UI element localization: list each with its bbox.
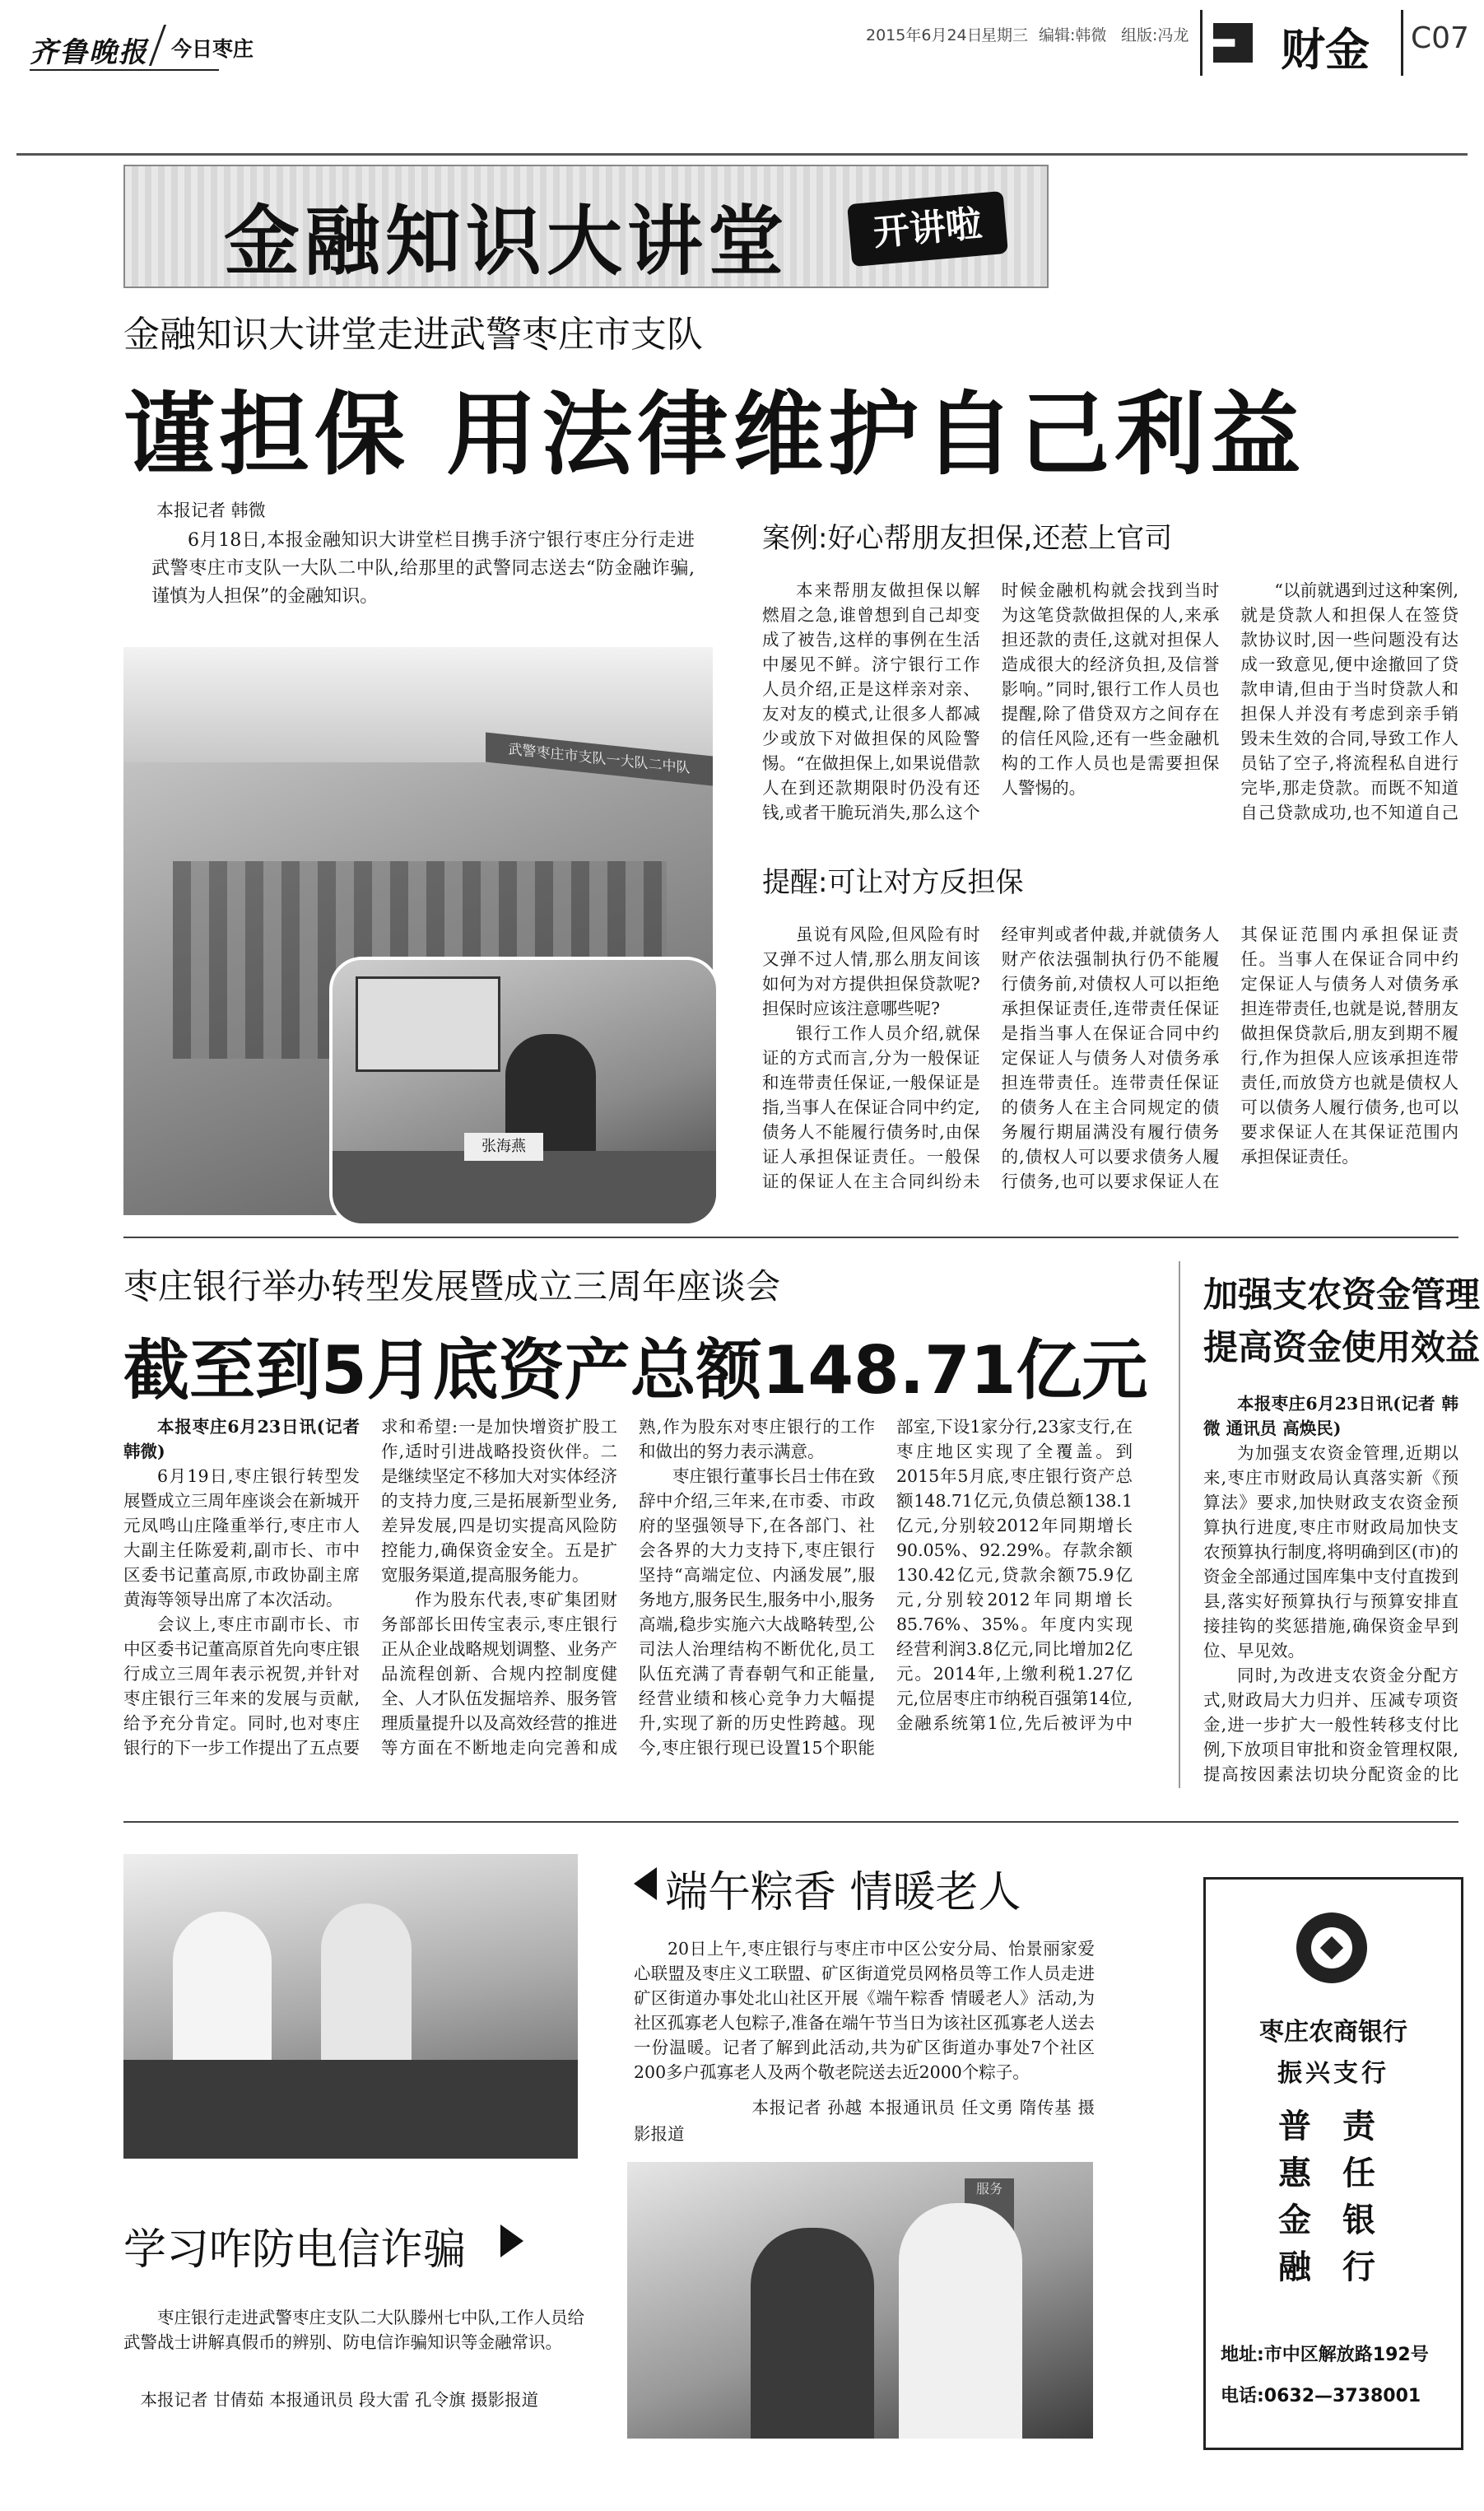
- article4-credit: 本报记者 孙越 本报通讯员 任文勇 隋传基 摄影报道: [634, 2098, 1095, 2144]
- masthead-rule: [16, 153, 1468, 156]
- column-banner: [123, 165, 1049, 288]
- masthead-editor: 编辑:韩微: [1039, 26, 1107, 44]
- photo-ceiling: [123, 647, 713, 762]
- article1-lead-text: 6月18日,本报金融知识大讲堂栏目携手济宁银行枣庄分行走进武警枣庄市支队一大队二中队,给那里的武警同志送去“防金融诈骗,谨慎为人担保”的金融知识。: [151, 530, 695, 607]
- masthead-slash: [149, 25, 166, 66]
- article4-text: 20日上午,枣庄银行与枣庄市中区公安分局、怡景丽家爱心联盟及枣庄义工联盟、矿区街道党员网格员等工作人员走进矿区街道办事处北山社区开展《端午粽香 情暖老人》活动,为社区孤寡老人包粽子,准备在端午节当日为该社区孤寡老人送去一份温暖。记者了解到此活动,共为矿区街道办事处7个社区200多户孤寡老人及两个敬老院送去近2000个粽子。: [634, 1939, 1095, 2082]
- article4-body: [634, 1936, 1095, 2093]
- paper-name: 齐鲁晚报: [30, 36, 148, 69]
- slogan-char: 金: [1278, 2201, 1311, 2239]
- section-title: 财金: [1281, 24, 1370, 76]
- section-divider-2: [1401, 10, 1403, 76]
- photo-wall-banner: 武警枣庄市支队一大队二中队: [486, 732, 713, 785]
- masthead-weekday: 星期三: [981, 26, 1029, 44]
- article1-sub2-body: [762, 922, 1458, 1217]
- banner-title: 金融知识大讲堂: [224, 198, 789, 286]
- ad-address: 地址:市中区解放路192号: [1221, 2345, 1429, 2365]
- inset-desk: [333, 1151, 716, 1225]
- section-rule-2: [123, 1821, 1458, 1823]
- section-rule-1: [123, 1237, 1458, 1238]
- inset-screen: [356, 976, 500, 1072]
- article3-para: 同时,为改进支农资金分配方式,财政局大力归并、压减专项资金,进一步扩大一般性转移支付比例,下放项目审批和资金管理权限,提高按因素法切块分配资金的比: [1203, 1665, 1458, 1783]
- article1-headline: 谨担保 用法律维护自己利益: [123, 382, 1306, 487]
- masthead-layout: 组版:冯龙: [1121, 26, 1189, 44]
- slogan-char: 融: [1278, 2248, 1311, 2286]
- article2-para: 6月19日,枣庄银行转型发展暨成立三周年座谈会在新城开元凤鸣山庄隆重举行,枣庄市人大副主任陈爱莉,副市长、市中区委书记董高原,市政协副主席黄海等领导出席了本次活动。: [123, 1466, 360, 1610]
- photo5-staff: [899, 2203, 1022, 2439]
- article4-photo: [123, 1854, 578, 2159]
- article1-lead: [151, 527, 695, 617]
- ad-slogan: [1272, 2103, 1395, 2293]
- article3-body: [1203, 1391, 1458, 1783]
- right-column-rule: [1179, 1261, 1180, 1788]
- article2-byline: 本报枣庄6月23日讯(记者 韩微): [123, 1417, 360, 1461]
- article1-sub1-para: “以前就遇到过这种案例,就是贷款人和担保人在签贷款协议时,因一些问题没有达成一致意见,便中途撤回了贷款申请,但由于当时贷款人和担保人并没有考虑到亲手销毁未生效的合同,导致工作人员钻了空子,将流程私自进行完毕,那走贷款。而既不知道自己贷款成功,也不知道自己: [1240, 580, 1458, 822]
- bank-ad: [1203, 1877, 1463, 2450]
- article2-para: 会议上,枣庄市副市长、市中区委书记董高原首先向枣庄银行成立三周年表示祝贺,并针对枣庄银行三年来的发展与贡献,给予充分肯定。同时,也对枣庄银行的下一步工作提出了五点要求和希望:一是加快增资扩股工作,适时引进战略投资伙伴。二是继续坚定不移加大对实体经济的支持力度,三是拓展新型业务,差异发展,四是切实提高风险防控能力,确保资金安全。五是扩宽服务渠道,提高服务能力。: [123, 1417, 617, 1758]
- article3-headline1: 加强支农资金管理: [1203, 1274, 1481, 1315]
- photo5-officer: [751, 2228, 874, 2439]
- article2-para: 枣庄银行董事长吕士伟在致辞中介绍,三年来,在市委、市政府的坚强领导下,在各部门、社会各界的大力支持下,枣庄银行坚持“高端定位、内涵发展”,服务地方,服务民生,服务中小,服务高端,稳步实施六大战略转型,公司法人治理结构不断优化,员工队伍充满了青春朝气和正能量,经营业绩和核心竞争力大幅提升,实现了新的历史性跨越。现今,枣庄银行现已设置15个职能部室,下设1家分行,23家支行,在枣庄地区实现了全覆盖。到2015年5月底,枣庄银行资产总额148.71亿元,负债总额138.1亿元,分别较2012年同期增长90.05%、92.29%。存款余额130.42亿元,贷款余额75.9亿元,分别较2012年同期增长85.76%、35%。年度内实现经营利润3.8亿元,同比增加2亿元。2014年,上缴利税1.27亿元,位居枣庄市纳税百强第14位,金融系统第1位,先后被评为中: [639, 1417, 1133, 1758]
- article2-para: 作为股东代表,枣矿集团财务部部长田传宝表示,枣庄银行正从企业战略规划调整、业务产品流程创新、合规内控制度健全、人才队伍发掘培养、服务管理质量提升以及高效经营的推进等方面在不断地走向完善和成熟,作为股东对枣庄银行的工作和做出的努力表示满意。: [381, 1417, 875, 1758]
- banner-badge: 开讲啦: [847, 191, 1008, 267]
- article1-sub1-para: 本来帮朋友做担保以解燃眉之急,谁曾想到自己却变成了被告,这样的事例在生活中屡见不鲜。济宁银行工作人员介绍,正是这样亲对亲、友对友的模式,让很多人都减少或放下对做担保的风险警惕。“在做担保上,如果说借款人在到还款期限时仍没有还钱,或者干脆玩消失,那么这个时候金融机构就会找到当时为这笔贷款做担保的人,来承担还款的责任,这就对担保人造成很大的经济负担,及信誉影响。”同时,银行工作人员也提醒,除了借贷双方之间存在的信任风险,还有一些金融机构的工作人员也是需要担保人警惕的。: [762, 580, 1220, 822]
- article1-sub2-para: 虽说有风险,但风险有时又弹不过人情,那么朋友间该如何为对方提供担保贷款呢?担保时应该注意哪些呢?: [762, 925, 980, 1018]
- slogan-char: 普: [1278, 2108, 1311, 2145]
- article2-kicker: 枣庄银行举办转型发展暨成立三周年座谈会: [123, 1266, 781, 1307]
- article1-kicker: 金融知识大讲堂走进武警枣庄市支队: [123, 314, 703, 356]
- masthead-underline: [30, 69, 219, 71]
- article2-body: [123, 1414, 1133, 1778]
- article5-credit-box: [123, 2388, 584, 2445]
- article4-credit-box: [634, 2094, 1095, 2152]
- masthead-date: 2015年6月24日: [866, 26, 983, 44]
- article5-text: 枣庄银行走进武警枣庄支队二大队滕州七中队,工作人员给武警战士讲解真假币的辨别、防电信诈骗知识等金融常识。: [123, 2308, 584, 2352]
- slogan-char: 行: [1342, 2248, 1375, 2286]
- article2-headline: 截至到5月底资产总额148.71亿元: [123, 1332, 1148, 1409]
- inset-nameplate: 张海燕: [464, 1133, 543, 1161]
- article5-body: [123, 2305, 584, 2388]
- article4-headline: 端午粽香 情暖老人: [665, 1868, 1021, 1917]
- masthead: [0, 0, 1484, 107]
- bank-name: 枣庄农商银行: [1259, 2018, 1407, 2047]
- slogan-char: 银: [1342, 2201, 1375, 2239]
- article1-inset-photo: [329, 957, 719, 1227]
- article4-arrow-icon: [634, 1867, 657, 1900]
- section-icon: [1213, 23, 1253, 63]
- article1-sub1: 案例:好心帮朋友担保,还惹上官司: [762, 522, 1173, 555]
- article5-arrow-icon: [500, 2224, 523, 2257]
- slogan-char: 惠: [1278, 2155, 1311, 2192]
- ad-phone: 电话:0632—3738001: [1221, 2386, 1421, 2406]
- photo4-table: [123, 2060, 578, 2159]
- page-number: C07: [1411, 21, 1469, 55]
- slogan-char: 任: [1342, 2155, 1375, 2192]
- article1-sub2-para: 银行工作人员介绍,就保证的方式而言,分为一般保证和连带责任保证,一般保证是指,当事人在保证合同中约定,债务人不能履行债务时,由保证人承担保证责任。一般保证的保证人在主合同纠纷未经审判或者仲裁,并就债务人财产依法强制执行仍不能履行债务前,对债权人可以拒绝承担保证责任,连带责任保证是指当事人在保证合同中约定保证人与债务人对债务承担连带责任。连带责任保证的债务人在主合同规定的债务履行期届满没有履行债务的,债权人可以要求债务人履行债务,也可以要求保证人在其保证范围内承担保证责任。当事人在保证合同中约定保证人与债务人对债务承担连带责任,也就是说,替朋友做担保贷款后,朋友到期不履行,作为担保人应该承担连带责任,而放贷方也就是债权人可以债务人履行债务,也可以要求保证人在其保证范围内承担保证责任。: [762, 925, 1458, 1191]
- section-divider: [1200, 10, 1203, 76]
- slogan-char: 责: [1342, 2108, 1375, 2145]
- edition-name: 今日枣庄: [171, 37, 254, 61]
- article3-para: 为加强支农资金管理,近期以来,枣庄市财政局认真落实新《预算法》要求,加快财政支农资金预算执行进度,枣庄市财政局加快支农预算执行制度,将明确到区(市)的资金全部通过国库集中支付直拨到县,落实好预算执行与预算安排直接挂钩的奖惩措施,确保资金早到位、早见效。: [1203, 1443, 1458, 1661]
- article5-credit: 本报记者 甘倩茹 本报通讯员 段大雷 孔令旗 摄影报道: [140, 2390, 539, 2410]
- article1-sub2: 提醒:可让对方反担保: [762, 866, 1024, 899]
- article1-sub1-body: [762, 578, 1458, 825]
- article3-headline2: 提高资金使用效益: [1203, 1327, 1481, 1367]
- photo5-sign: 服务: [965, 2178, 1014, 2244]
- bank-logo-icon: [1296, 1912, 1367, 1983]
- article5-photo: [627, 2162, 1093, 2439]
- bank-branch: 振兴支行: [1277, 2059, 1389, 2088]
- article1-byline: 本报记者 韩微: [156, 501, 266, 520]
- article3-byline: 本报枣庄6月23日讯(记者 韩微 通讯员 高焕民): [1203, 1394, 1458, 1438]
- article5-headline: 学习咋防电信诈骗: [123, 2225, 467, 2275]
